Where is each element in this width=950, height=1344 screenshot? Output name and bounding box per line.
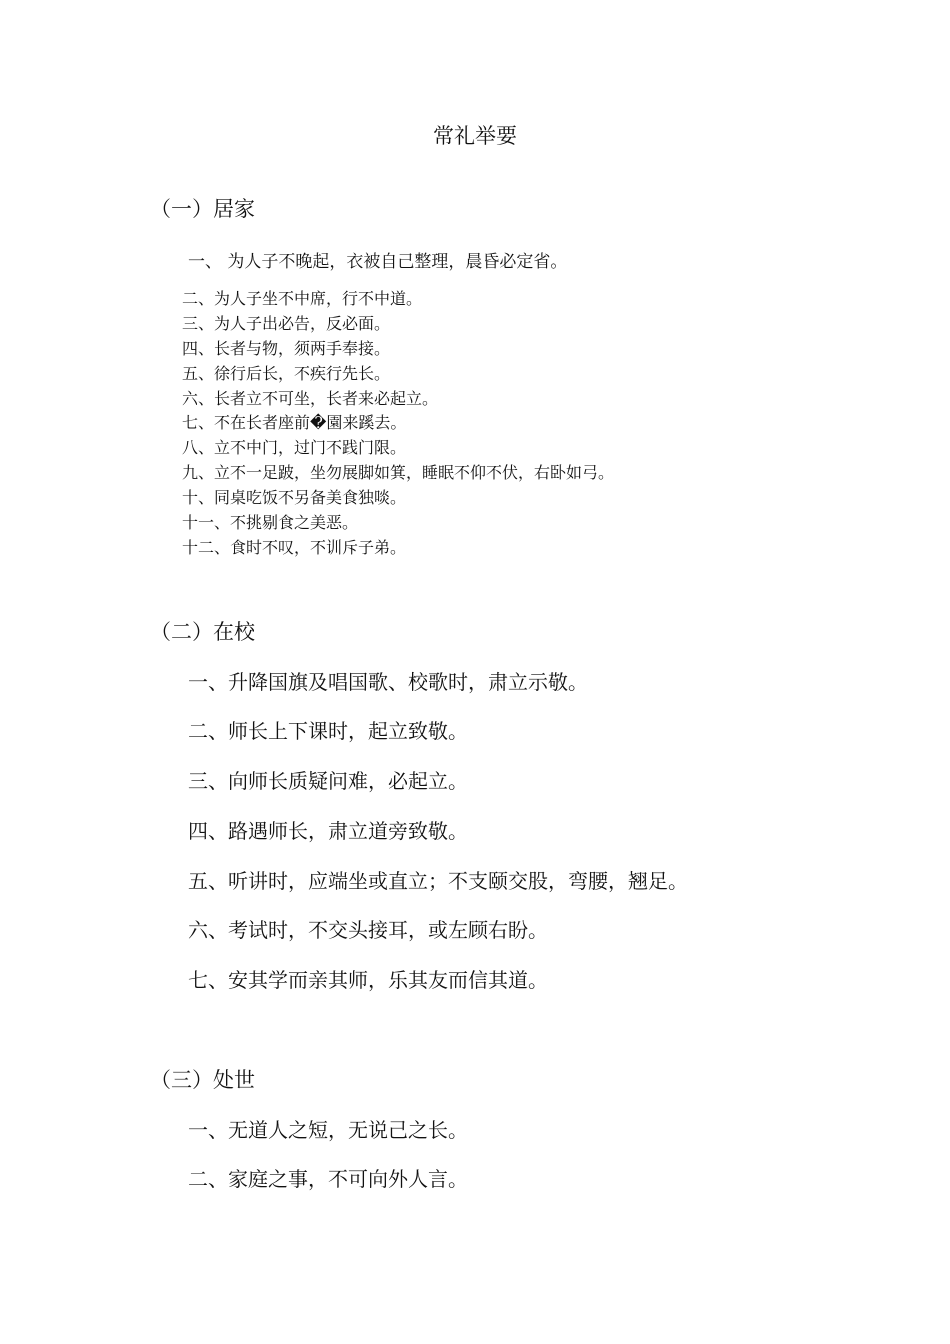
list-item: 三、为人子出必告，反必面。 <box>182 314 391 333</box>
list-item: 一、 为人子不晚起，衣被自己整理，晨昏必定省。 <box>188 252 568 272</box>
list-item: 一、无道人之短，无说己之长。 <box>188 1118 468 1142</box>
list-item: 十、同桌吃饭不另备美食独啖。 <box>182 488 407 507</box>
list-item: 十二、食时不叹，不训斥子弟。 <box>182 538 407 557</box>
list-item: 四、长者与物，须两手奉接。 <box>182 339 391 358</box>
list-item: 二、为人子坐不中席，行不中道。 <box>182 289 423 308</box>
list-item: 三、向师长质疑问难，必起立。 <box>188 769 468 793</box>
list-item: 五、徐行后长，不疾行先长。 <box>182 364 391 383</box>
list-item: 六、长者立不可坐，长者来必起立。 <box>182 389 439 408</box>
list-item: 一、升降国旗及唱国歌、校歌时，肃立示敬。 <box>188 670 588 694</box>
list-item: 八、立不中门，过门不践门限。 <box>182 438 407 457</box>
list-item: 六、考试时，不交头接耳，或左顾右盼。 <box>188 918 548 942</box>
section-heading-home: （一）居家 <box>150 197 255 221</box>
list-item: 四、路遇师长，肃立道旁致敬。 <box>188 819 468 843</box>
list-item: 九、立不一足跛，坐勿展脚如箕，睡眠不仰不伏，右卧如弓。 <box>182 463 615 482</box>
list-item: 二、家庭之事，不可向外人言。 <box>188 1167 468 1191</box>
list-item: 五、听讲时，应端坐或直立；不支颐交股，弯腰，翘足。 <box>188 869 688 893</box>
section-heading-conduct: （三）处世 <box>150 1068 255 1092</box>
list-item: 十一、不挑剔食之美恶。 <box>182 513 359 532</box>
list-item: 七、不在长者座前�園来蹊去。 <box>182 413 407 432</box>
list-item: 七、安其学而亲其师，乐其友而信其道。 <box>188 968 548 992</box>
section-heading-school: （二）在校 <box>150 620 255 644</box>
document-title: 常礼举要 <box>433 124 517 148</box>
list-item: 二、师长上下课时，起立致敬。 <box>188 719 468 743</box>
